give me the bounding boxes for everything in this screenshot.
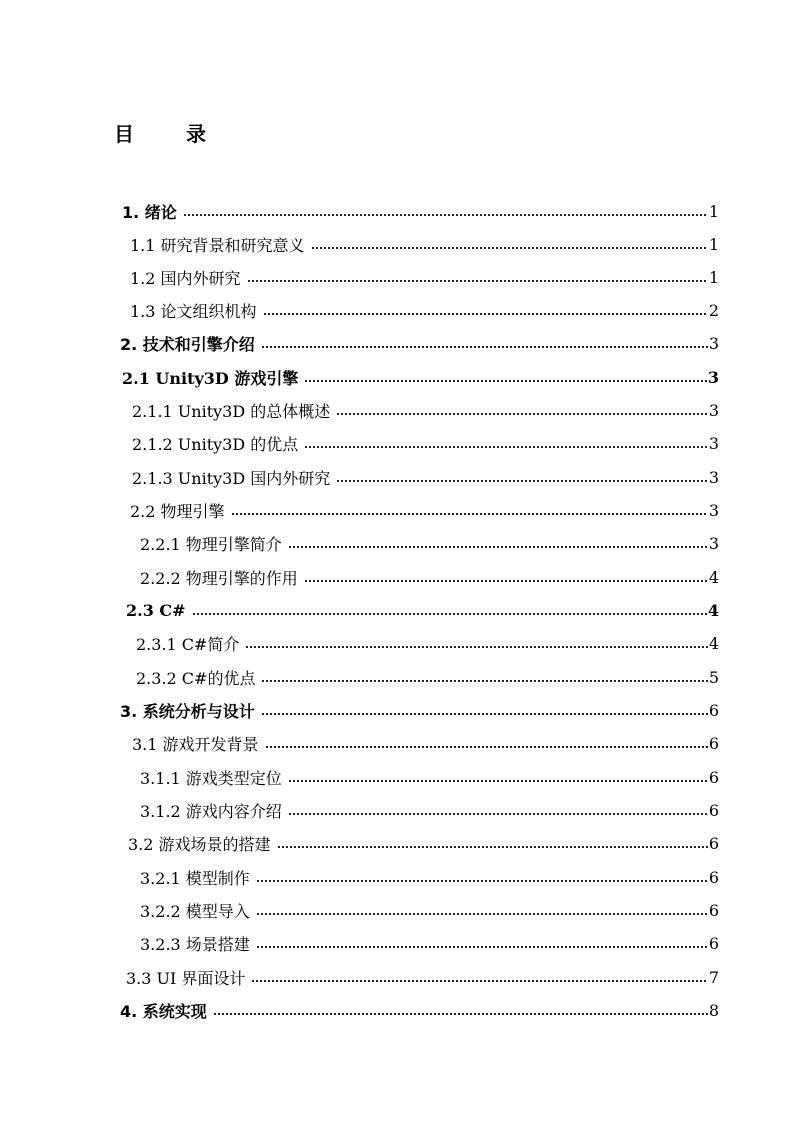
toc-entry-label: 3.1.1 游戏类型定位 — [140, 769, 282, 788]
toc-entry-label: 2.2.2 物理引擎的作用 — [140, 569, 298, 588]
dot-leader — [263, 313, 708, 315]
dot-leader — [261, 713, 708, 715]
toc-entry-3-1[interactable] — [132, 727, 719, 760]
dot-leader — [261, 346, 708, 348]
dot-leader — [245, 646, 707, 648]
toc-entry-page: 3 — [708, 401, 719, 420]
toc-entry-label: 2.1 Unity3D 游戏引擎 — [122, 369, 299, 388]
toc-entry-2-1-1[interactable] — [132, 394, 719, 427]
toc-entry-label: 3.2 游戏场景的搭建 — [128, 835, 271, 854]
dot-leader — [265, 746, 708, 748]
toc-entry-page: 6 — [708, 734, 719, 753]
dot-leader — [183, 214, 708, 216]
toc-entry-2-2[interactable] — [130, 494, 719, 527]
toc-entry-label: 2.3.2 C#的优点 — [136, 669, 256, 688]
dot-leader — [336, 413, 708, 415]
toc-entry-page: 6 — [708, 934, 719, 953]
toc-entry-page: 4 — [707, 601, 719, 620]
toc-entry-label: 2. 技术和引擎介绍 — [120, 335, 255, 354]
toc-entry-page: 3 — [708, 501, 719, 520]
toc-entry-page: 4 — [708, 568, 719, 587]
toc-entry-label: 1. 绪论 — [122, 203, 177, 222]
toc-entry-page: 3 — [707, 368, 719, 387]
toc-entry-2-1[interactable] — [122, 361, 719, 394]
dot-leader — [251, 980, 707, 982]
toc-entry-1-2[interactable] — [130, 261, 719, 294]
toc-entry-page: 1 — [708, 235, 719, 254]
toc-entry-2-1-3[interactable] — [132, 461, 719, 494]
toc-entry-page: 8 — [708, 1001, 719, 1020]
toc-entry-2-3[interactable] — [126, 594, 719, 627]
toc-entry-3-2[interactable] — [128, 827, 719, 860]
toc-entry-page: 6 — [708, 801, 719, 820]
dot-leader — [256, 913, 708, 915]
toc-entry-page: 3 — [708, 434, 719, 453]
toc-entry-label: 4. 系统实现 — [120, 1002, 207, 1021]
dot-leader — [304, 446, 708, 448]
toc-entry-label: 2.3.1 C#简介 — [136, 635, 240, 654]
toc-title: 目 录 — [114, 122, 222, 146]
toc-entry-page: 6 — [708, 901, 719, 920]
toc-entry-4[interactable] — [120, 994, 719, 1027]
toc-entry-label: 3.2.2 模型导入 — [140, 902, 250, 921]
dot-leader — [304, 580, 708, 582]
toc-entry-label: 2.1.2 Unity3D 的优点 — [132, 435, 299, 454]
toc-entry-2-3-2[interactable] — [136, 661, 719, 694]
toc-entry-label: 3. 系统分析与设计 — [120, 702, 255, 721]
toc-entry-label: 2.1.1 Unity3D 的总体概述 — [132, 402, 331, 421]
toc-entry-label: 1.1 研究背景和研究意义 — [130, 236, 305, 255]
toc-entry-page: 2 — [708, 301, 719, 320]
toc-entry-1-1[interactable] — [130, 228, 719, 261]
dot-leader — [231, 513, 708, 515]
dot-leader — [192, 613, 707, 615]
toc-entry-2-3-1[interactable] — [136, 627, 719, 660]
toc-entry-3-3[interactable] — [126, 961, 719, 994]
toc-entry-page: 3 — [708, 468, 719, 487]
toc-entry-page: 3 — [708, 334, 719, 353]
dot-leader — [256, 880, 708, 882]
toc-entry-1[interactable] — [122, 195, 719, 228]
toc-entry-2[interactable] — [120, 327, 719, 360]
toc-entry-label: 2.3 C# — [126, 601, 186, 620]
dot-leader — [247, 280, 708, 282]
toc-entry-2-1-2[interactable] — [132, 427, 719, 460]
toc-entry-label: 2.2 物理引擎 — [130, 502, 225, 521]
toc-entry-page: 7 — [708, 968, 719, 987]
toc-entry-page: 4 — [708, 634, 719, 653]
toc-entry-label: 1.3 论文组织机构 — [130, 302, 257, 321]
toc-entry-label: 3.3 UI 界面设计 — [126, 969, 246, 988]
toc-entry-page: 1 — [708, 268, 719, 287]
dot-leader — [336, 480, 708, 482]
toc-entry-page: 5 — [708, 668, 719, 687]
dot-leader — [288, 813, 708, 815]
toc-entry-label: 3.2.3 场景搭建 — [140, 935, 250, 954]
dot-leader — [277, 846, 708, 848]
toc-entry-2-2-2[interactable] — [140, 561, 719, 594]
dot-leader — [311, 247, 708, 249]
toc-entry-label: 2.1.3 Unity3D 国内外研究 — [132, 469, 331, 488]
toc-entry-page: 6 — [708, 768, 719, 787]
toc-entry-label: 3.2.1 模型制作 — [140, 869, 250, 888]
toc-entry-label: 2.2.1 物理引擎简介 — [140, 535, 282, 554]
toc-entry-3-2-1[interactable] — [140, 861, 719, 894]
toc-entry-label: 1.2 国内外研究 — [130, 269, 241, 288]
toc-entry-2-2-1[interactable] — [140, 527, 719, 560]
dot-leader — [304, 380, 707, 382]
toc-entry-3-2-2[interactable] — [140, 894, 719, 927]
toc-entry-page: 6 — [708, 701, 719, 720]
toc-entry-3[interactable] — [120, 694, 719, 727]
toc-entry-label: 3.1 游戏开发背景 — [132, 735, 259, 754]
dot-leader — [288, 780, 708, 782]
toc-entry-page: 6 — [708, 868, 719, 887]
toc-entry-page: 3 — [708, 534, 719, 553]
toc-entry-3-2-3[interactable] — [140, 927, 719, 960]
toc-entry-3-1-2[interactable] — [140, 794, 719, 827]
toc-entry-label: 3.1.2 游戏内容介绍 — [140, 802, 282, 821]
dot-leader — [256, 946, 708, 948]
toc-entry-page: 1 — [708, 202, 719, 221]
toc-entry-1-3[interactable] — [130, 294, 719, 327]
dot-leader — [213, 1013, 708, 1015]
toc-entry-page: 6 — [708, 834, 719, 853]
toc-entry-3-1-1[interactable] — [140, 761, 719, 794]
dot-leader — [288, 546, 708, 548]
dot-leader — [261, 680, 707, 682]
